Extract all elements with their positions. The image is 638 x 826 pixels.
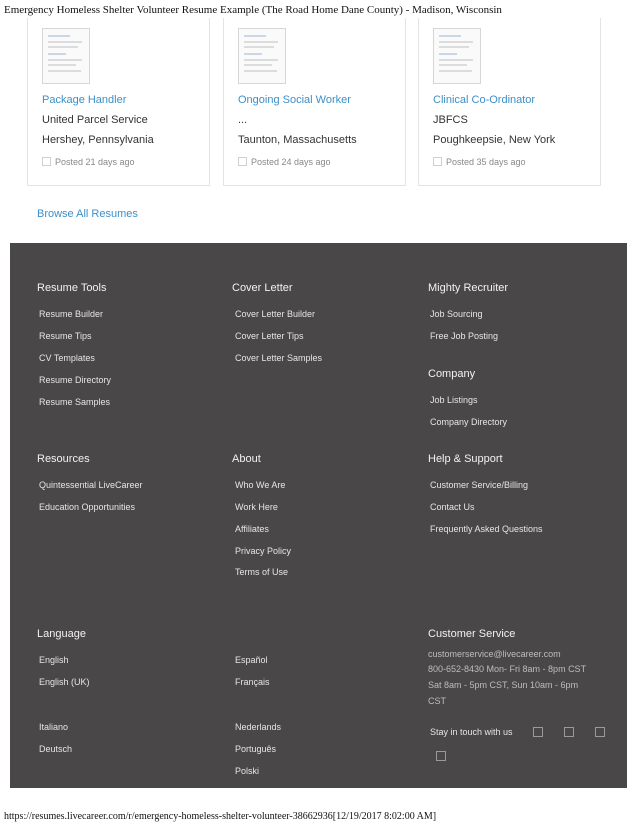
location: Poughkeepsie, New York (433, 134, 556, 146)
browse-all-resumes-link[interactable]: Browse All Resumes (37, 208, 138, 220)
customer-service-weekend-hours: Sat 8am - 5pm CST, Sun 10am - 6pm (428, 680, 579, 690)
facebook-icon[interactable] (533, 727, 543, 737)
company-heading: Company (428, 368, 476, 380)
privacy-policy-link[interactable]: Privacy Policy (235, 546, 292, 556)
posted-date (238, 157, 331, 167)
job-listings-link[interactable]: Job Listings (430, 395, 478, 405)
cover-letter-samples-link[interactable]: Cover Letter Samples (235, 353, 323, 363)
stay-in-touch-label: Stay in touch with us (430, 727, 513, 737)
site-footer (10, 243, 627, 788)
contact-us-link[interactable]: Contact Us (430, 502, 475, 512)
clock-icon (433, 157, 442, 166)
cv-templates-link[interactable]: CV Templates (39, 353, 95, 363)
mighty-recruiter-heading: Mighty Recruiter (428, 282, 509, 294)
customer-service-email[interactable]: customerservice@livecareer.com (428, 649, 561, 659)
resume-thumbnail[interactable] (238, 28, 286, 84)
posted-text: Posted 35 days ago (446, 157, 526, 167)
language-italiano-link[interactable]: Italiano (39, 722, 69, 732)
cover-letter-builder-link[interactable]: Cover Letter Builder (235, 309, 316, 319)
related-resumes (12, 18, 612, 186)
print-header: Emergency Homeless Shelter Volunteer Resume Example (The Road Home Dane County) - Madison, Wisconsin (4, 4, 502, 16)
language-espanol-link[interactable]: Español (235, 655, 268, 665)
faq-link[interactable]: Frequently Asked Questions (430, 524, 543, 534)
about-heading: About (232, 453, 261, 465)
customer-service-billing-link[interactable]: Customer Service/Billing (430, 480, 529, 490)
resume-samples-link[interactable]: Resume Samples (39, 397, 111, 407)
resume-thumbnail[interactable] (433, 28, 481, 84)
language-english-uk-link[interactable]: English (UK) (39, 677, 90, 687)
cover-letter-heading: Cover Letter (232, 282, 293, 294)
resume-card[interactable] (418, 18, 601, 186)
job-sourcing-link[interactable]: Job Sourcing (430, 309, 483, 319)
education-opportunities-link[interactable]: Education Opportunities (39, 502, 136, 512)
language-polski-link[interactable]: Polski (235, 766, 260, 776)
company-name: United Parcel Service (42, 114, 148, 126)
help-support-heading: Help & Support (428, 453, 503, 465)
posted-text: Posted 21 days ago (55, 157, 135, 167)
resume-directory-link[interactable]: Resume Directory (39, 375, 112, 385)
language-nederlands-link[interactable]: Nederlands (235, 722, 282, 732)
resume-tips-link[interactable]: Resume Tips (39, 331, 92, 341)
company-directory-link[interactable]: Company Directory (430, 417, 508, 427)
who-we-are-link[interactable]: Who We Are (235, 480, 286, 490)
language-heading: Language (37, 628, 86, 640)
posted-date (433, 157, 526, 167)
affiliates-link[interactable]: Affiliates (235, 524, 269, 534)
resume-builder-link[interactable]: Resume Builder (39, 309, 104, 319)
customer-service-weekend-hours-cont: CST (428, 696, 446, 706)
terms-of-use-link[interactable]: Terms of Use (235, 567, 289, 577)
customer-service-heading: Customer Service (428, 628, 516, 640)
resume-tools-heading: Resume Tools (37, 282, 107, 294)
linkedin-icon[interactable] (595, 727, 605, 737)
resume-thumbnail[interactable] (42, 28, 90, 84)
job-title-link[interactable]: Ongoing Social Worker (238, 94, 351, 106)
clock-icon (238, 157, 247, 166)
resume-card[interactable] (27, 18, 210, 186)
googleplus-icon[interactable] (436, 751, 446, 761)
print-footer: https://resumes.livecareer.com/r/emergency-homeless-shelter-volunteer-38662936[12/19/2017 8:02:00 AM] (4, 811, 437, 822)
twitter-icon[interactable] (564, 727, 574, 737)
resume-card[interactable] (223, 18, 406, 186)
free-job-posting-link[interactable]: Free Job Posting (430, 331, 499, 341)
posted-text: Posted 24 days ago (251, 157, 331, 167)
job-title-link[interactable]: Clinical Co-Ordinator (433, 94, 536, 106)
customer-service-phone: 800-652-8430 Mon- Fri 8am - 8pm CST (428, 664, 587, 674)
work-here-link[interactable]: Work Here (235, 502, 278, 512)
language-english-link[interactable]: English (39, 655, 69, 665)
posted-date (42, 157, 135, 167)
job-title-link[interactable]: Package Handler (42, 94, 127, 106)
company-name: JBFCS (433, 114, 468, 126)
company-name: ... (238, 114, 248, 126)
location: Taunton, Massachusetts (238, 134, 357, 146)
language-portugues-link[interactable]: Português (235, 744, 277, 754)
language-deutsch-link[interactable]: Deutsch (39, 744, 73, 754)
clock-icon (42, 157, 51, 166)
language-francais-link[interactable]: Français (235, 677, 270, 687)
quintessential-livecareer-link[interactable]: Quintessential LiveCareer (39, 480, 143, 490)
cover-letter-tips-link[interactable]: Cover Letter Tips (235, 331, 304, 341)
location: Hershey, Pennsylvania (42, 134, 154, 146)
resources-heading: Resources (37, 453, 90, 465)
